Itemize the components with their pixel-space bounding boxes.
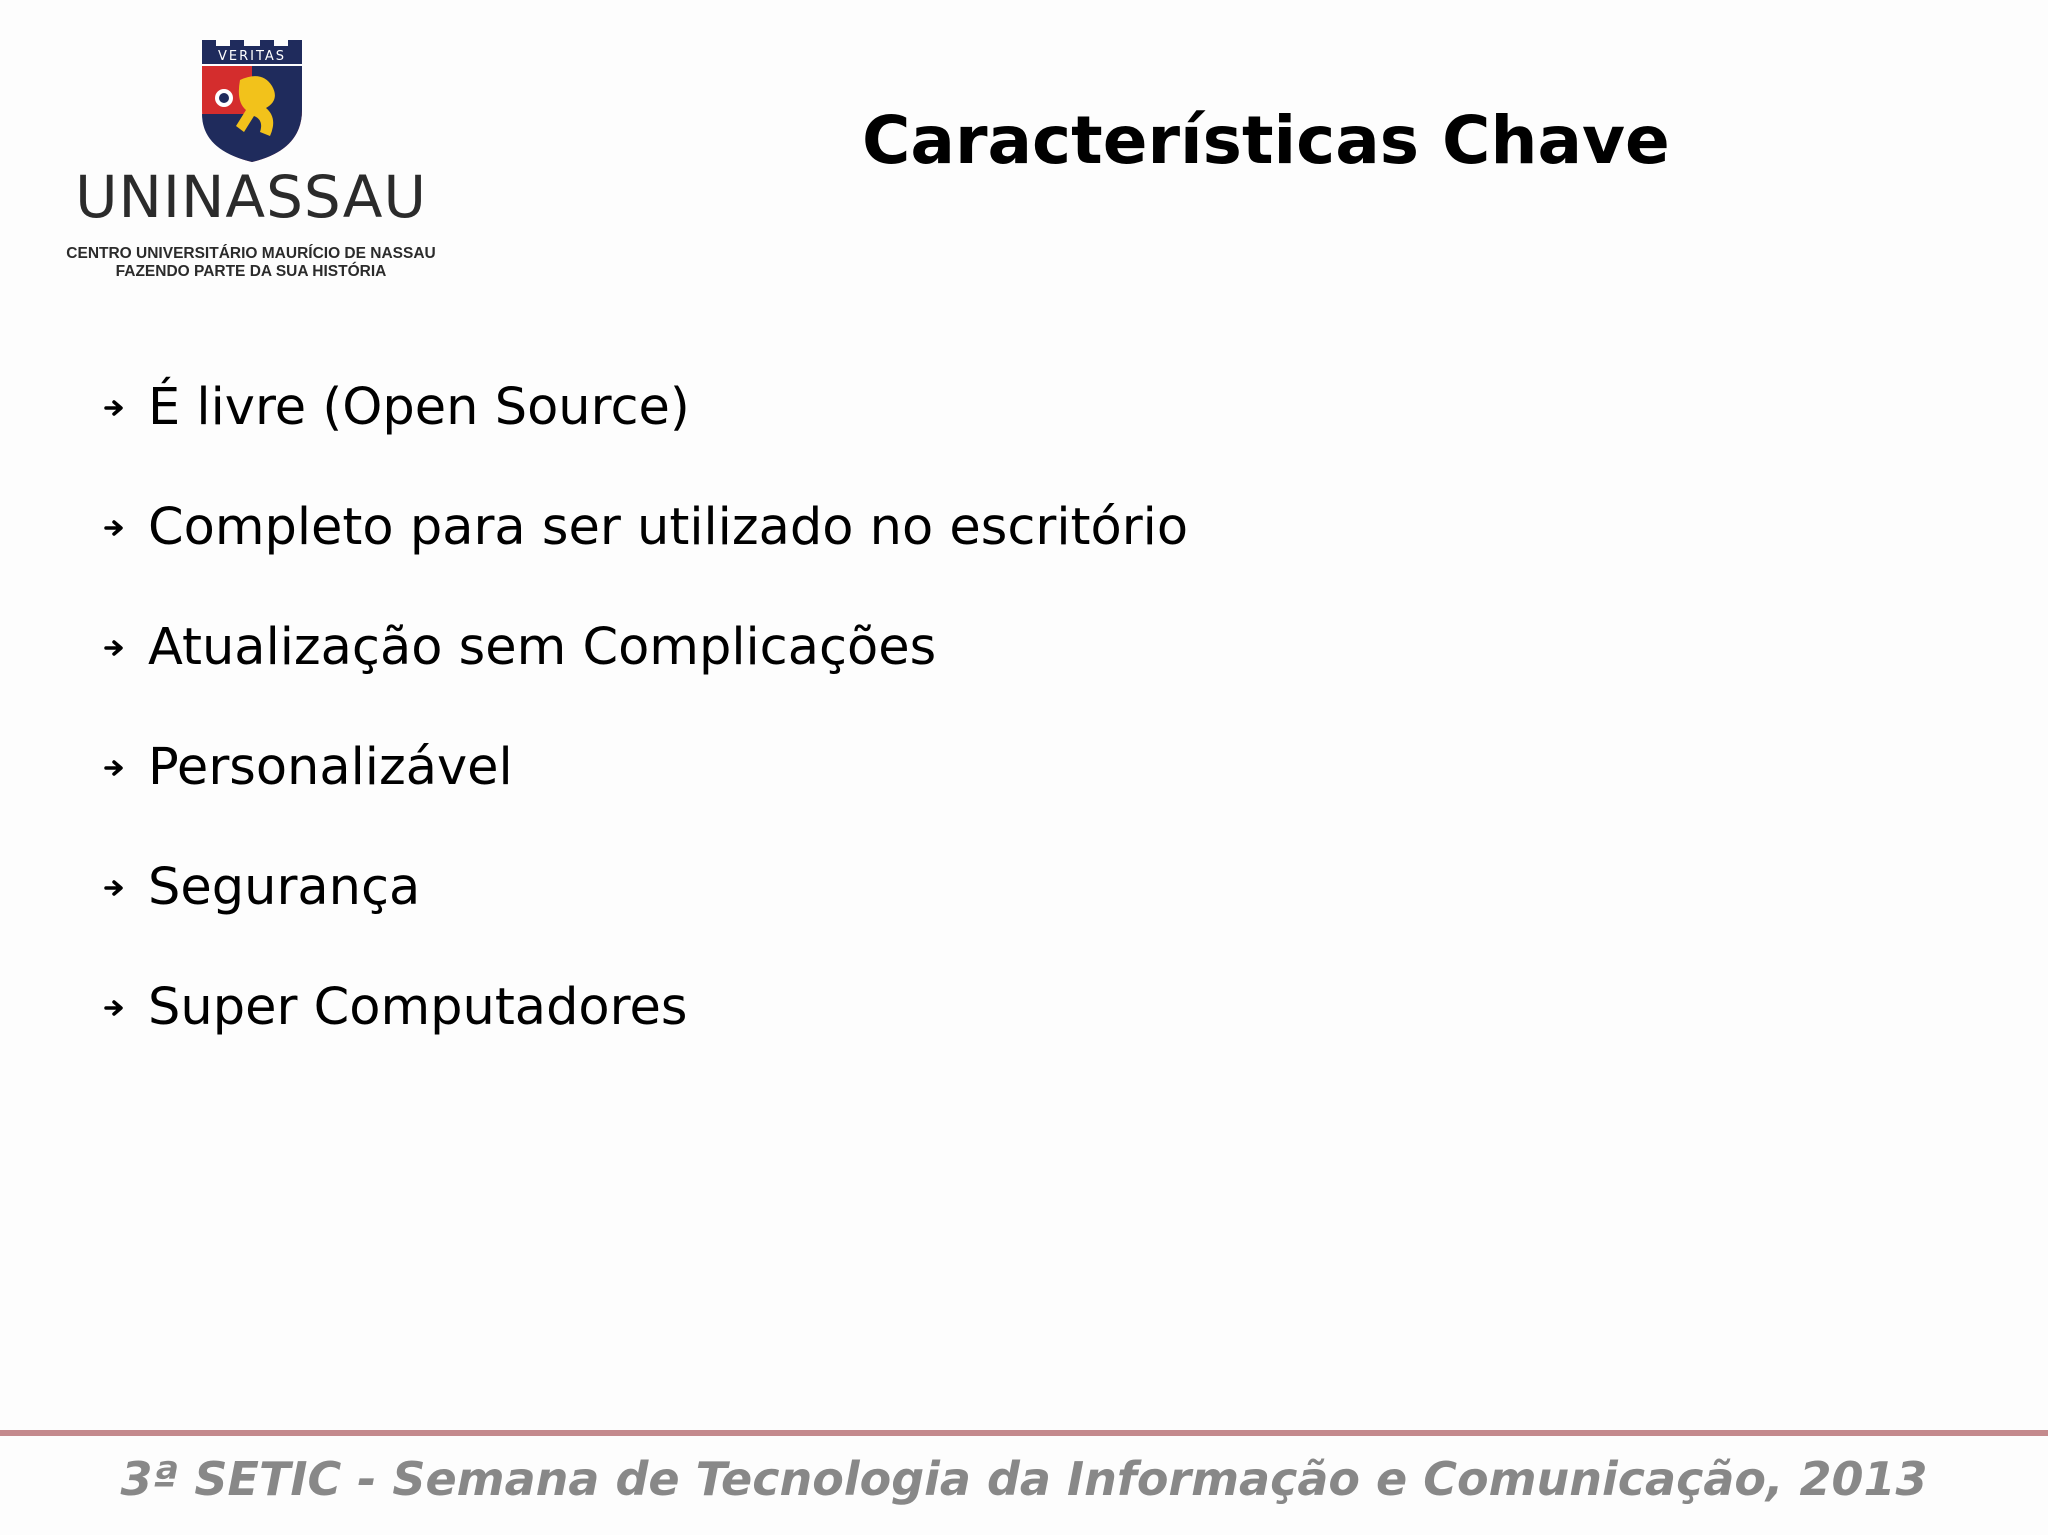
bullet-item [104,378,1188,498]
arrow-right-icon [104,978,148,1038]
bullet-text: Segurança [148,858,421,917]
brand-name: UNINASSAU [75,163,427,231]
bullet-item [104,858,1188,978]
logo-subtitle-2: FAZENDO PARTE DA SUA HISTÓRIA [115,263,387,280]
footer-text: 3ª SETIC - Semana de Tecnologia da Informação e Comunicação, 2013 [120,1452,1928,1506]
arrow-right-icon [104,498,148,558]
arrow-right-icon [104,738,148,798]
bullet-item [104,618,1188,738]
bullet-text: Completo para ser utilizado no escritório [148,498,1189,557]
bullet-item [104,978,1188,1098]
bullet-text: Personalizável [148,738,513,797]
arrow-right-icon [104,858,148,918]
slide-title: Características Chave [862,102,1670,179]
logo-subtitle-1: CENTRO UNIVERSITÁRIO MAURÍCIO DE NASSAU [66,245,436,262]
bullet-item [104,498,1188,618]
uninassau-logo [56,40,446,290]
bullet-text: Super Computadores [148,978,688,1037]
bullet-text: Atualização sem Complicações [148,618,937,677]
arrow-right-icon [104,378,148,438]
footer-divider [0,1430,2048,1436]
bullet-item [104,738,1188,858]
arrow-right-icon [104,618,148,678]
crest-icon [200,40,304,164]
bullet-text: É livre (Open Source) [148,378,690,437]
bullet-list [104,378,1188,1098]
svg-text:VERITAS: VERITAS [217,49,287,64]
